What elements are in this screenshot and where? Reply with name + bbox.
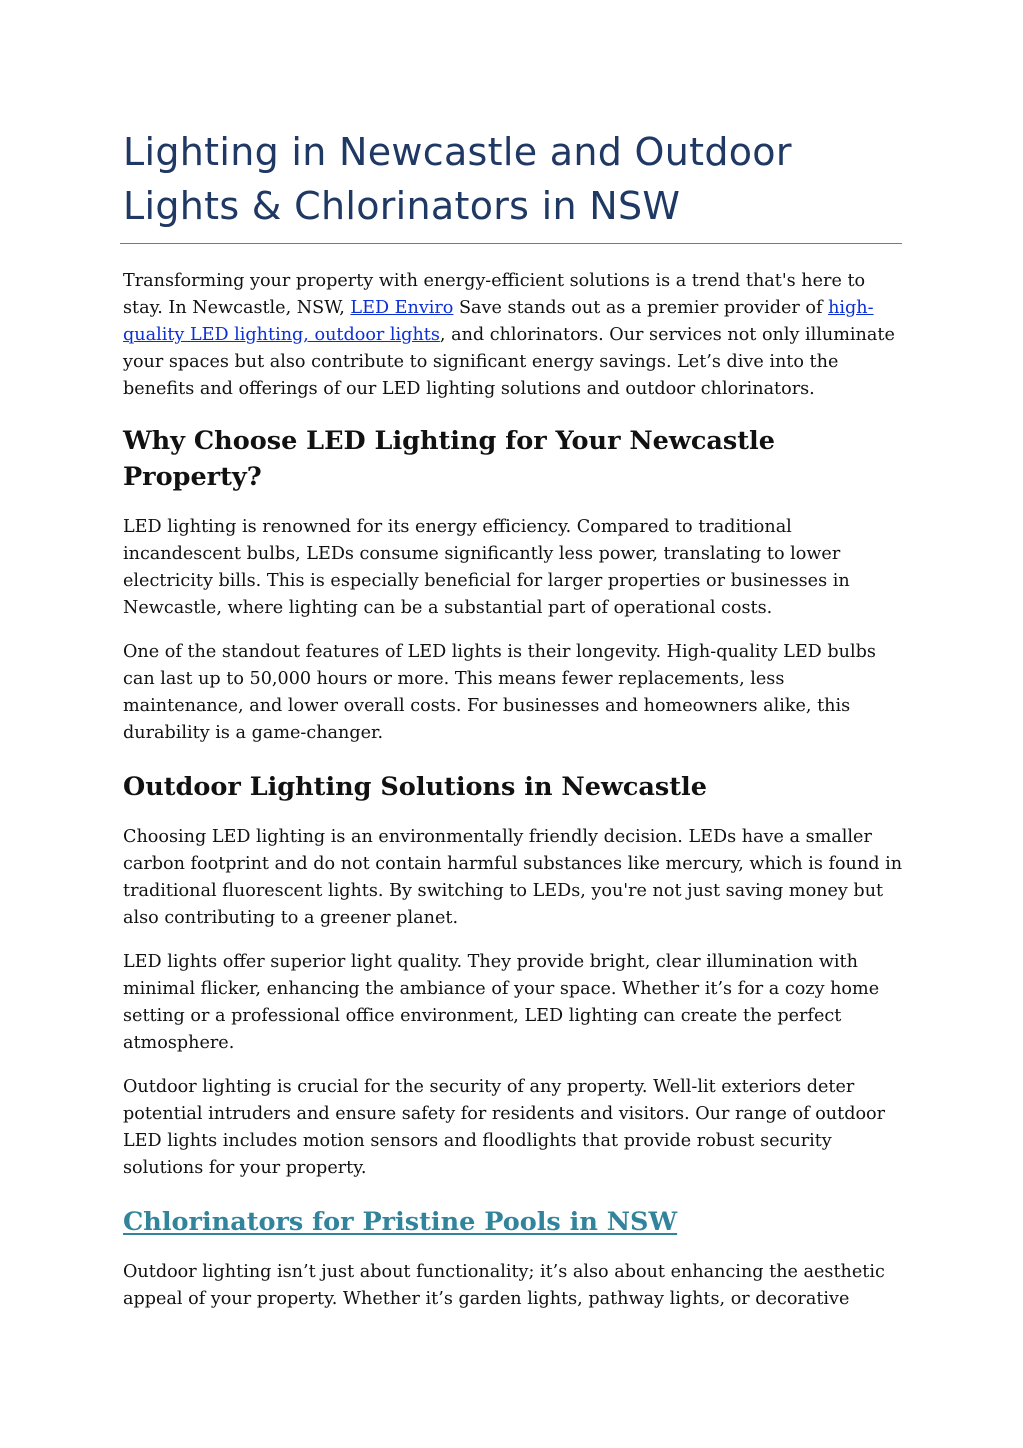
- intro-paragraph: [123, 268, 903, 403]
- high-quality-led-lighting-link[interactable]: high-quality LED lighting, outdoor lights: [123, 298, 874, 345]
- aesthetic-paragraph: Outdoor lighting isn’t just about functionality; it’s also about enhancing the aesthetic appeal of your property. Whether it’s garden lights, pathway lights, or decorative: [123, 1262, 885, 1309]
- document-page: [123, 125, 903, 1313]
- chlorinators-heading[interactable]: Chlorinators for Pristine Pools in NSW: [123, 1207, 678, 1237]
- environment-paragraph: Choosing LED lighting is an environmentally friendly decision. LEDs have a smaller carbon footprint and do not contain harmful substances like mercury, which is found in traditional fluorescent lights. By switching to LEDs, you're not just saving money but also contributing to a greener planet.: [123, 827, 903, 928]
- page-title-line-2: Lights & Chlorinators in NSW: [123, 184, 681, 228]
- led-enviro-link[interactable]: LED Enviro: [350, 298, 454, 318]
- page-title: [123, 125, 903, 233]
- intro-text-2: Save stands out as a premier provider of: [453, 298, 829, 318]
- page-title-line-1: Lighting in Newcastle and Outdoor: [123, 130, 792, 174]
- energy-efficiency-paragraph: LED lighting is renowned for its energy efficiency. Compared to traditional incandescent bulbs, LEDs consume significantly less power, translating to lower electricity bills. This is especially beneficial for larger properties or businesses in Newcastle, where lighting can be a substantial part of operational costs.: [123, 517, 850, 618]
- intro-text-1: Transforming your property with energy-efficient solutions is a trend that's here to stay. In Newcastle, NSW,: [123, 271, 866, 318]
- why-choose-led-heading: Why Choose LED Lighting for Your Newcastle Property?: [123, 426, 775, 492]
- light-quality-paragraph: LED lights offer superior light quality. They provide bright, clear illumination with minimal flicker, enhancing the ambiance of your space. Whether it’s for a cozy home setting or a professional office environment, LED lighting can create the perfect atmosphere.: [123, 952, 880, 1053]
- longevity-paragraph: One of the standout features of LED lights is their longevity. High-quality LED bulbs can last up to 50,000 hours or more. This means fewer replacements, less maintenance, and lower overall costs. For businesses and homeowners alike, this durability is a game-changer.: [123, 642, 876, 743]
- outdoor-lighting-heading: Outdoor Lighting Solutions in Newcastle: [123, 772, 707, 802]
- security-paragraph: Outdoor lighting is crucial for the security of any property. Well-lit exteriors deter potential intruders and ensure safety for residents and visitors. Our range of outdoor LED lights includes motion sensors and floodlights that provide robust security solutions for your property.: [123, 1077, 886, 1178]
- title-divider: [120, 243, 902, 244]
- intro-text-3: , and chlorinators. Our services not only illuminate your spaces but also contribute to significant energy savings. Let’s dive into the benefits and offerings of our LED lighting solutions and outdoor chlorinators.: [123, 325, 895, 399]
